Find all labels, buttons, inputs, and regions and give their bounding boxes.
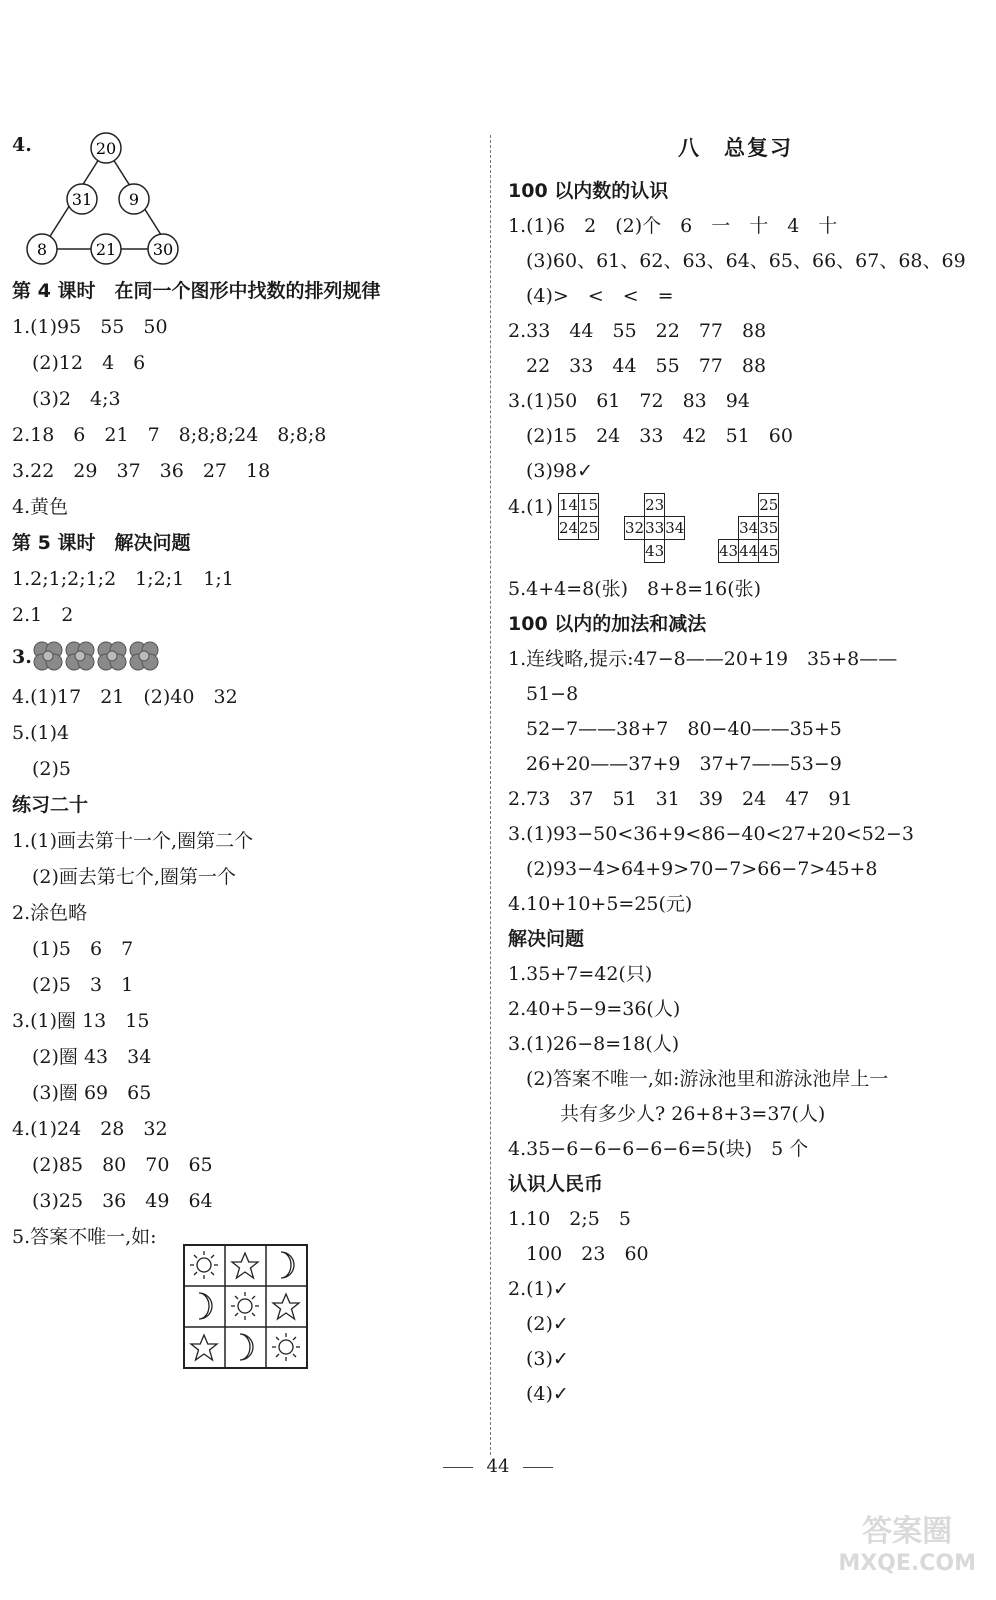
watermark-url: MXQE.COM [838, 1551, 976, 1576]
answer-line: (2)答案不唯一,如:游泳池里和游泳池岸上一 [526, 1068, 889, 1090]
number-grid-c [718, 493, 779, 563]
answer-line: (3)2 4;3 [32, 388, 121, 410]
sun-star-moon-grid [183, 1244, 309, 1370]
answer-line: (2)85 80 70 65 [32, 1154, 213, 1176]
number-grid-b [624, 493, 685, 563]
flower-icon-row [32, 640, 162, 672]
answer-line: (2)✓ [526, 1313, 569, 1335]
grid-cell: 45 [759, 540, 779, 563]
answer-line: 2.33 44 55 22 77 88 [508, 320, 767, 342]
flower-icon [34, 642, 62, 670]
answer-line: (2)5 [32, 758, 72, 780]
answer-line: 3. [12, 646, 32, 668]
answer-line: 4.(1)24 28 32 [12, 1118, 168, 1140]
grid-cell: 23 [645, 494, 665, 517]
grid-cell: 25 [759, 494, 779, 517]
answer-line: 2.涂色略 [12, 902, 88, 924]
grid-cell: 43 [645, 540, 665, 563]
answer-line: 52−7——38+7 80−40——35+5 [526, 718, 842, 740]
answer-line: (2)圈 43 34 [32, 1046, 152, 1068]
section-title-rmb: 认识人民币 [508, 1173, 604, 1195]
flower-icon [130, 642, 158, 670]
grid-cell: 44 [739, 540, 759, 563]
answer-line: 2.18 6 21 7 8;8;8;24 8;8;8 [12, 424, 327, 446]
answer-line: 3.(1)圈 13 15 [12, 1010, 150, 1032]
answer-line: (4)> < < = [526, 285, 674, 307]
grid-cell: 15 [579, 494, 599, 517]
answer-line: 3.(1)26−8=18(人) [508, 1033, 680, 1055]
grid-cell: 25 [579, 517, 599, 540]
answer-line: (4)✓ [526, 1383, 569, 1405]
answer-line: (2)93−4>64+9>70−7>66−7>45+8 [526, 858, 878, 880]
triangle-node-label: 31 [71, 190, 93, 209]
answer-line: (2)15 24 33 42 51 60 [526, 425, 793, 447]
number-triangle-diagram [22, 128, 192, 273]
answer-line: 22 33 44 55 77 88 [526, 355, 767, 377]
grid-cell: 43 [719, 540, 739, 563]
lesson4-title: 第 4 课时 在同一个图形中找数的排列规律 [12, 280, 381, 302]
answer-line: (3)60、61、62、63、64、65、66、67、68、69 [526, 250, 966, 272]
answer-line: 100 23 60 [526, 1243, 649, 1265]
answer-line: 1.10 2;5 5 [508, 1208, 631, 1230]
answer-line: 1.2;1;2;1;2 1;2;1 1;1 [12, 568, 234, 590]
column-divider [490, 135, 491, 1455]
grid-cell: 24 [559, 517, 579, 540]
triangle-node-label: 9 [128, 190, 140, 209]
triangle-node-label: 30 [152, 240, 174, 259]
answer-line: 3.(1)93−50<36+9<86−40<27+20<52−3 [508, 823, 914, 845]
answer-line: 4.(1)17 21 (2)40 32 [12, 686, 238, 708]
answer-line: 5.4+4=8(张) 8+8=16(张) [508, 578, 762, 600]
answer-line: (3)✓ [526, 1348, 569, 1370]
answer-line: (2)5 3 1 [32, 974, 134, 996]
answer-line: 2.73 37 51 31 39 24 47 91 [508, 788, 853, 810]
number-grid-a [558, 493, 599, 540]
section-title-addsub: 100 以内的加法和减法 [508, 613, 707, 635]
answer-line: 1.(1)6 2 (2)个 6 一 十 4 十 [508, 215, 838, 237]
flower-icon [66, 642, 94, 670]
answer-line: 51−8 [526, 683, 579, 705]
answer-line: 1.35+7=42(只) [508, 963, 653, 985]
flower-icon [98, 642, 126, 670]
triangle-node-label: 20 [95, 139, 117, 158]
answer-line: (3)25 36 49 64 [32, 1190, 213, 1212]
grid-cell: 34 [665, 517, 685, 540]
page-number-text: 44 [486, 1456, 510, 1477]
grid-cell: 33 [645, 517, 665, 540]
answer-line: 5.(1)4 [12, 722, 70, 744]
answer-line: 4.10+10+5=25(元) [508, 893, 693, 915]
q4-number: 4. [12, 134, 32, 156]
answer-line: (3)98✓ [526, 460, 594, 482]
triangle-node-label: 21 [95, 240, 117, 259]
page-number [0, 1456, 996, 1477]
lesson5-title: 第 5 课时 解决问题 [12, 532, 191, 554]
grid-cell: 35 [759, 517, 779, 540]
chapter-title: 八 总复习 [678, 136, 793, 160]
answer-line: 4.(1) [508, 496, 554, 518]
grid-cell: 14 [559, 494, 579, 517]
section-title-problems: 解决问题 [508, 928, 585, 950]
answer-line: (2)12 4 6 [32, 352, 146, 374]
watermark-logo: 答案圈 [862, 1514, 953, 1549]
answer-line: (2)画去第七个,圈第一个 [32, 866, 236, 888]
answer-line: 5.答案不唯一,如: [12, 1226, 157, 1248]
exercise20-title: 练习二十 [12, 794, 89, 816]
answer-line: 1.连线略,提示:47−8——20+19 35+8—— [508, 648, 898, 670]
watermark [838, 1516, 976, 1580]
grid-cell: 32 [625, 517, 645, 540]
answer-line: 26+20——37+9 37+7——53−9 [526, 753, 842, 775]
answer-line: 3.(1)50 61 72 83 94 [508, 390, 750, 412]
answer-line: 1.(1)画去第十一个,圈第二个 [12, 830, 254, 852]
answer-line: 2.(1)✓ [508, 1278, 569, 1300]
answer-line: 共有多少人? 26+8+3=37(人) [560, 1103, 826, 1125]
answer-line: 3.22 29 37 36 27 18 [12, 460, 271, 482]
answer-line: 2.1 2 [12, 604, 74, 626]
answer-line: (1)5 6 7 [32, 938, 134, 960]
section-title-numbers: 100 以内数的认识 [508, 180, 669, 202]
answer-line: 1.(1)95 55 50 [12, 316, 168, 338]
answer-line: 4.35−6−6−6−6−6=5(块) 5 个 [508, 1138, 809, 1160]
answer-line: (3)圈 69 65 [32, 1082, 152, 1104]
triangle-node-label: 8 [36, 240, 48, 259]
grid-cell: 34 [739, 517, 759, 540]
answer-line: 4.黄色 [12, 496, 69, 518]
answer-line: 2.40+5−9=36(人) [508, 998, 681, 1020]
